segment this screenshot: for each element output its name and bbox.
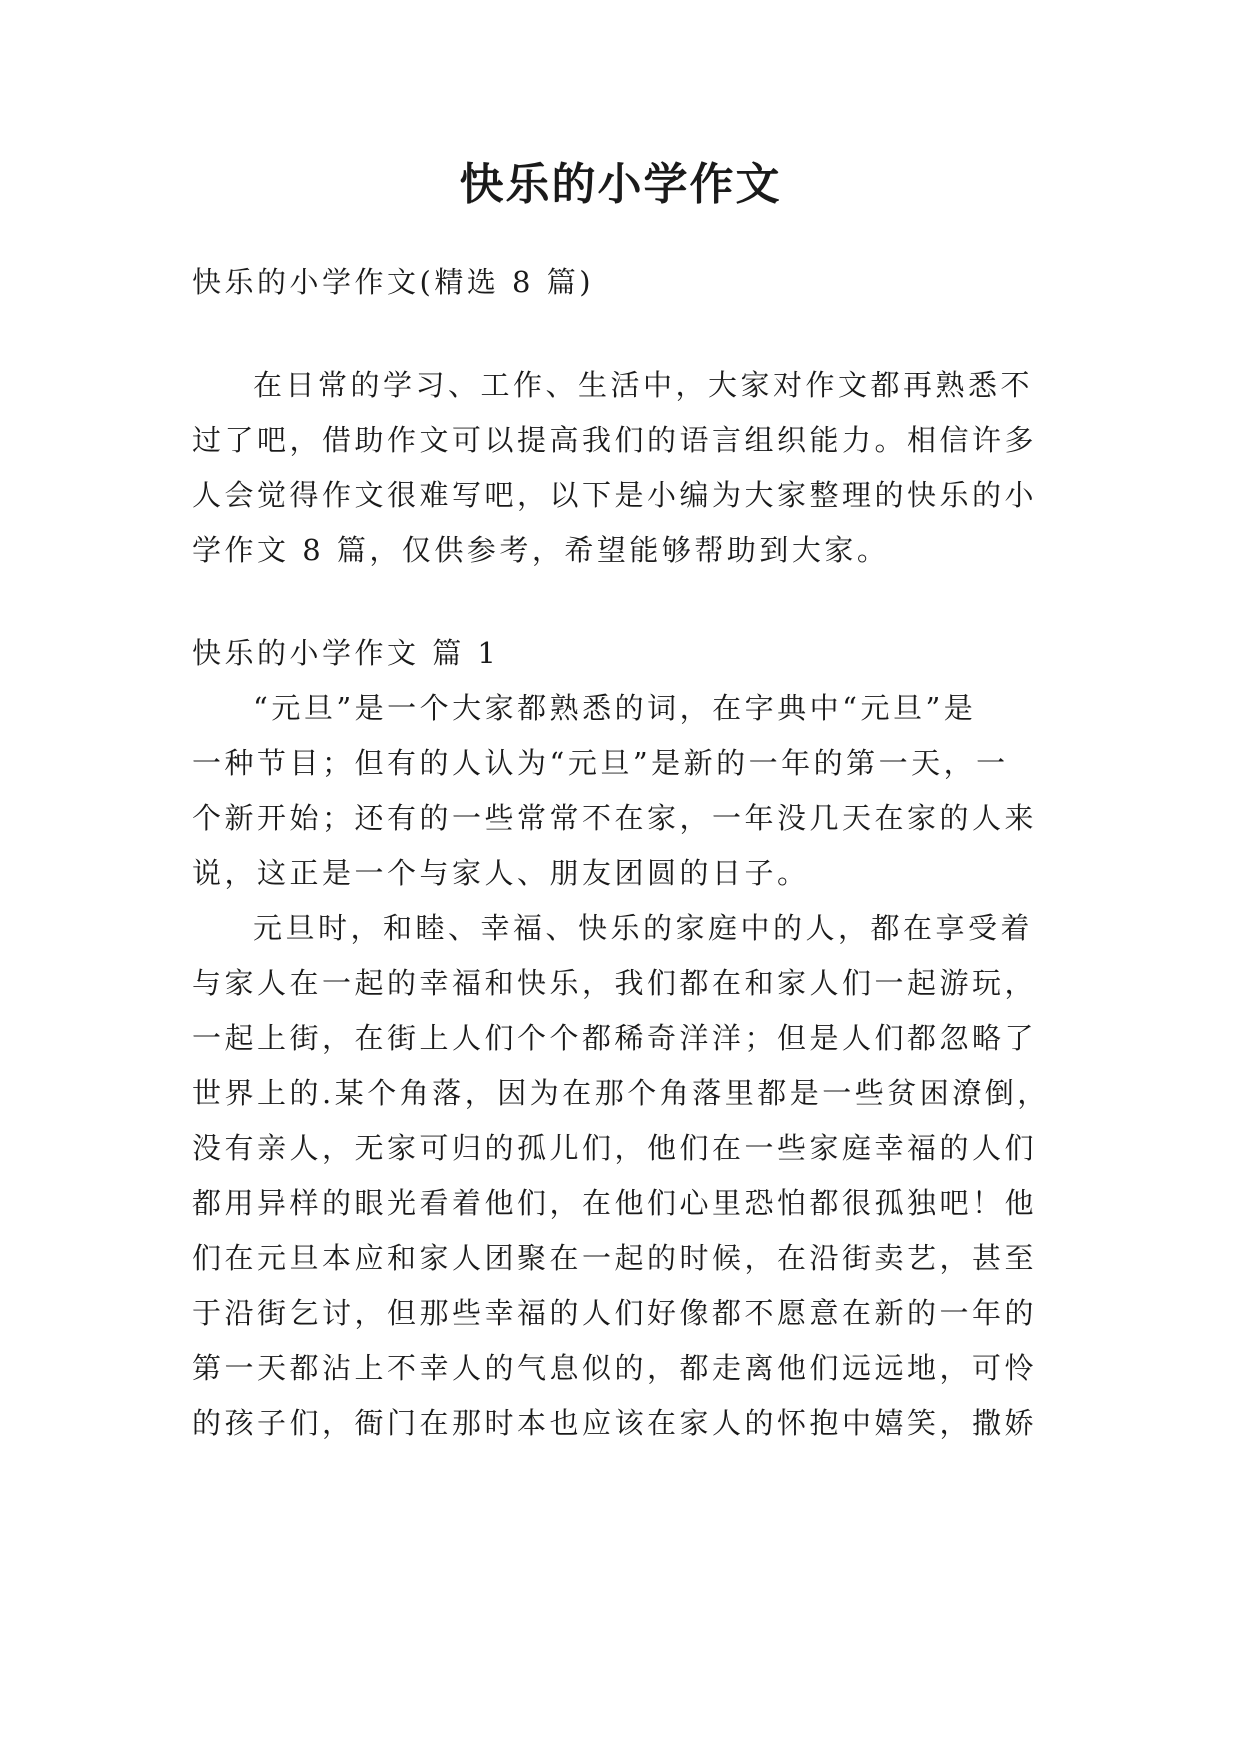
paragraph-line: 一起上街，在街上人们个个都稀奇洋洋；但是人们都忽略了 bbox=[192, 1021, 1038, 1055]
paragraph-line: 世界上的.某个角落，因为在那个角落里都是一些贫困潦倒， bbox=[192, 1076, 1050, 1110]
paragraph-line: 元旦时，和睦、幸福、快乐的家庭中的人，都在享受着 bbox=[253, 911, 1034, 945]
paragraph-line: 没有亲人，无家可归的孤儿们，他们在一些家庭幸福的人们 bbox=[192, 1131, 1038, 1165]
paragraph-line: 于沿街乞讨，但那些幸福的人们好像都不愿意在新的一年的 bbox=[192, 1296, 1038, 1330]
paragraph-line: 都用异样的眼光看着他们，在他们心里恐怕都很孤独吧！他 bbox=[192, 1186, 1038, 1220]
paragraph-line: 个新开始；还有的一些常常不在家，一年没几天在家的人来 bbox=[192, 801, 1038, 835]
intro-line: 学作文 8 篇，仅供参考，希望能够帮助到大家。 bbox=[192, 533, 890, 567]
section-heading: 快乐的小学作文 篇 1 bbox=[192, 636, 500, 670]
intro-line: 过了吧，借助作文可以提高我们的语言组织能力。相信许多 bbox=[192, 423, 1038, 457]
paragraph-line: “元旦”是一个大家都熟悉的词，在字典中“元旦”是 bbox=[253, 691, 977, 725]
paragraph-line: 一种节目；但有的人认为“元旦”是新的一年的第一天，一 bbox=[192, 746, 1009, 780]
paragraph-line: 与家人在一起的幸福和快乐，我们都在和家人们一起游玩， bbox=[192, 966, 1038, 1000]
document-subtitle: 快乐的小学作文(精选 8 篇) bbox=[192, 265, 595, 299]
paragraph-line: 们在元旦本应和家人团聚在一起的时候，在沿街卖艺，甚至 bbox=[192, 1241, 1038, 1275]
paragraph-line: 第一天都沾上不幸人的气息似的，都走离他们远远地，可怜 bbox=[192, 1351, 1038, 1385]
intro-line: 人会觉得作文很难写吧，以下是小编为大家整理的快乐的小 bbox=[192, 478, 1038, 512]
paragraph-line: 的孩子们，衙门在那时本也应该在家人的怀抱中嬉笑，撒娇 bbox=[192, 1406, 1038, 1440]
document-title: 快乐的小学作文 bbox=[459, 159, 782, 210]
paragraph-line: 说，这正是一个与家人、朋友团圆的日子。 bbox=[192, 856, 810, 890]
intro-line: 在日常的学习、工作、生活中，大家对作文都再熟悉不 bbox=[253, 368, 1034, 402]
